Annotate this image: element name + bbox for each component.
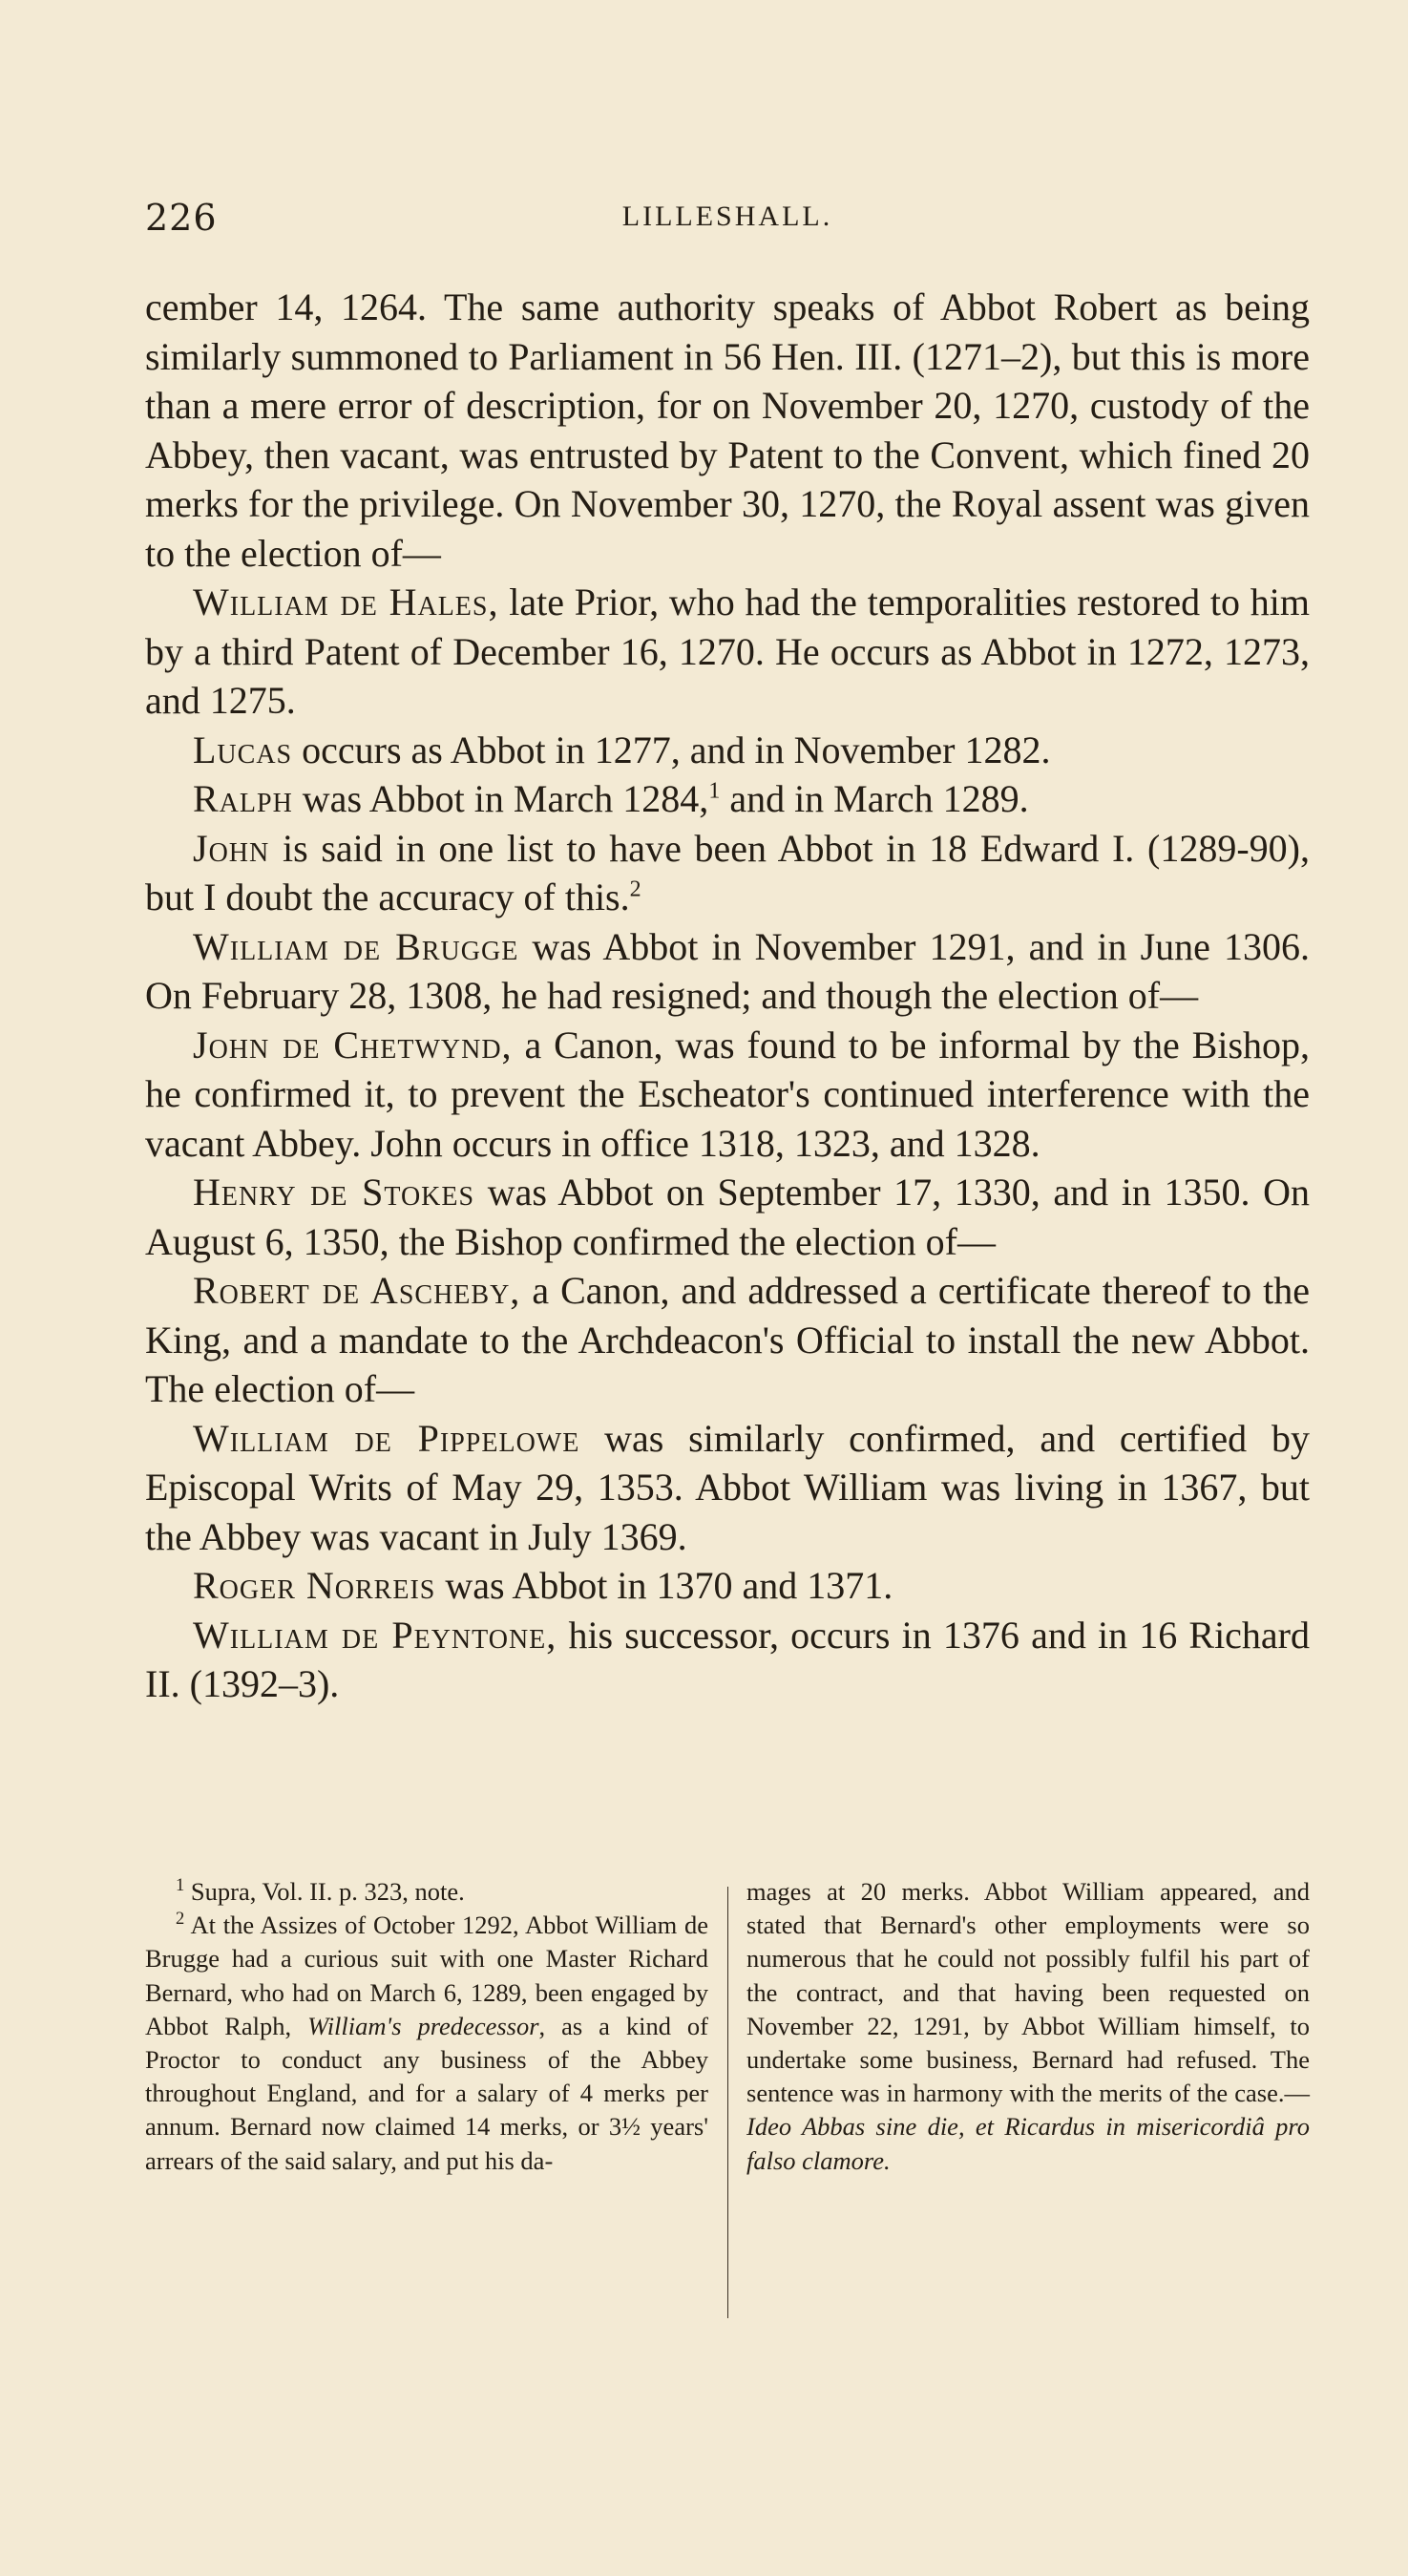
footnote-ref: 2 — [629, 876, 641, 902]
abbot-name: Ralph — [193, 777, 293, 820]
paragraph: William de Pippelowe was similarly confirmed, and certified by Episcopal Writs of May 29, 1353. Abbot William was living in 1367, but the Abbey was vacant in July 1369. — [145, 1416, 1310, 1558]
page-header — [145, 197, 1310, 244]
paragraph: Roger Norreis was Abbot in 1370 and 1371. — [193, 1564, 893, 1607]
abbot-name: John — [193, 826, 270, 870]
footnote-mark: 1 — [176, 1875, 185, 1896]
main-text — [145, 283, 1310, 1709]
footnote-mark: 2 — [176, 1909, 185, 1930]
abbot-name: Roger Norreis — [193, 1564, 436, 1607]
abbot-name: William de Peyntone, — [193, 1613, 557, 1657]
paragraph: John is said in one list to have been Abbot in 18 Edward I. (1289-90), but I doubt the accuracy of this.$^2$ — [145, 826, 1310, 918]
abbot-name: John de Chetwynd, — [193, 1023, 513, 1066]
running-title: LILLESHALL. — [621, 201, 833, 232]
abbot-name: Robert de Ascheby, — [193, 1269, 521, 1312]
abbot-name: William de Hales, — [193, 581, 499, 623]
footnote-column-left — [145, 1875, 708, 2178]
column-divider — [727, 1887, 728, 2318]
paragraph: William de Hales, late Prior, who had the temporalities restored to him by a third Patent of December 16, 1270. He occurs as Abbot in 1272, 1273, and 1275. — [145, 581, 1310, 722]
abbot-name: William de Pippelowe — [193, 1416, 580, 1460]
paragraph: William de Brugge was Abbot in November 1291, and in June 1306. On February 28, 1308, he had resigned; and though the election of— — [145, 924, 1310, 1017]
paragraph: John de Chetwynd, a Canon, was found to be informal by the Bishop, he confirmed it, to prevent the Escheator's continued interference with the vacant Abbey. John occurs in office 1318, 1323, and 1328. — [145, 1023, 1311, 1165]
footnote-2: $^2$ At the Assizes of October 1292, Abbot William de Brugge had a curious suit with one Master Richard Bernard, who had on March 6, 1289, been engaged by Abbot Ralph, William's predecessor, as a kind of Proctor to conduct any business of the Abbey throughout England, and for a salary of 4 merks per annum. Bernard now claimed 14 merks, or 3½ years' arrears of the said salary, and put his da- — [145, 1909, 708, 2175]
paragraph: Henry de Stokes was Abbot on September 17, 1330, and in 1350. On August 6, 1350, the Bishop confirmed the election of— — [145, 1171, 1310, 1263]
abbot-name: William de Brugge — [193, 924, 519, 968]
abbot-name: Henry de Stokes — [193, 1171, 475, 1214]
footnotes — [145, 1875, 1310, 2362]
paragraph: Ralph was Abbot in March 1284,$^1$ and in March 1289. — [193, 777, 1029, 820]
paragraph: Lucas occurs as Abbot in 1277, and in November 1282. — [193, 728, 1051, 771]
paragraph: Robert de Ascheby, a Canon, and addressed a certificate thereof to the King, and a mandate to the Archdeacon's Official to install the new Abbot. The election of— — [145, 1269, 1311, 1410]
page-number: 226 — [145, 197, 218, 239]
footnote-2-continued: mages at 20 merks. Abbot William appeared, and stated that Bernard's other employments were so numerous that he could not possibly fulfil his part of the contract, and that having been requested on November 22, 1291, by Abbot William himself, to undertake some business, Bernard had refused. The sentence was in harmony with the merits of the case.— Ideo Abbas sine die, et Ricardus in misericordiâ pro falso clamore. — [746, 1877, 1310, 2175]
footnote-ref: 1 — [708, 778, 721, 804]
footnote-column-right — [746, 1875, 1310, 2178]
paragraph: William de Peyntone, his successor, occurs in 1376 and in 16 Richard II. (1392–3). — [145, 1613, 1311, 1705]
footnote-1: $^1$ Supra, Vol. II. p. 323, note. — [176, 1875, 465, 1906]
abbot-name: Lucas — [193, 728, 293, 771]
paragraph: cember 14, 1264. The same authority speaks of Abbot Robert as being similarly summoned to Parliament in 56 Hen. III. (1271–2), but this is more than a mere error of description, for on November 20, 1270, custody of the Abbey, then vacant, was entrusted by Patent to the Convent, which fined 20 merks for the privilege. On November 30, 1270, the Royal assent was given to the election of— — [145, 285, 1310, 575]
